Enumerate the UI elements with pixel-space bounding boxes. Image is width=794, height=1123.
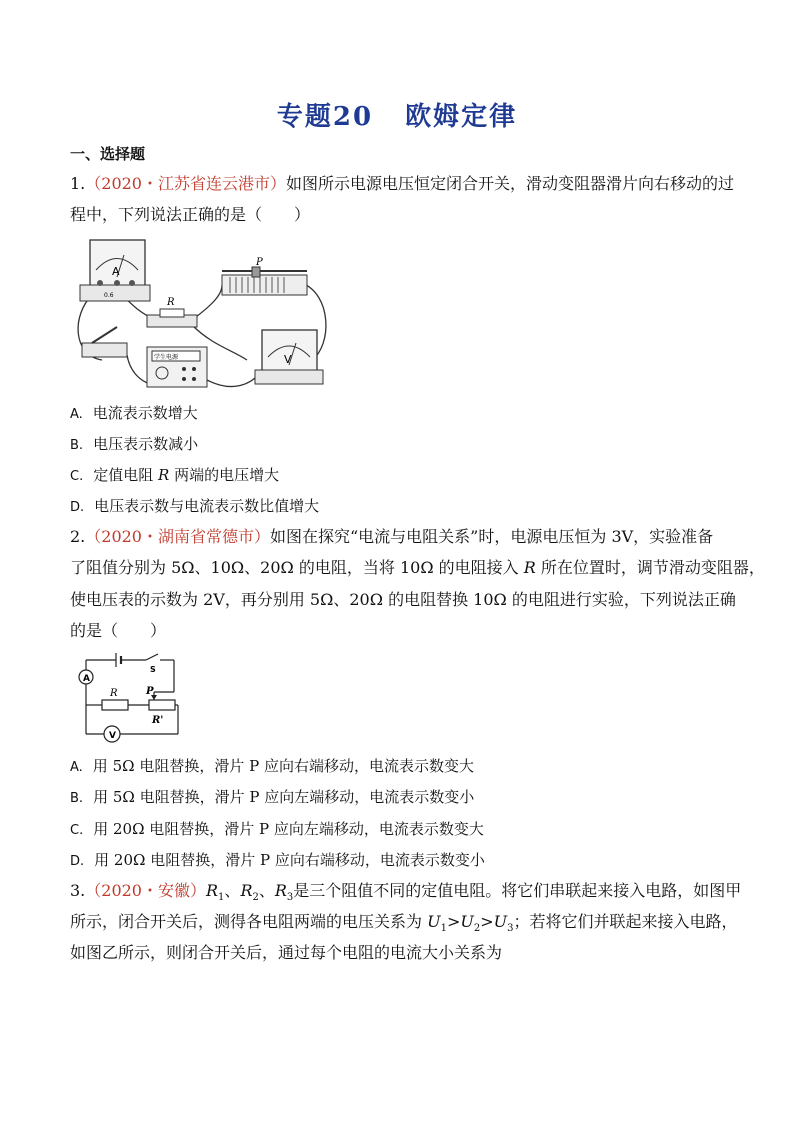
q2-option-c: C. 用 20Ω 电阻替换，滑片 P 应向左端移动，电流表示数变大 bbox=[70, 820, 484, 838]
q1-option-d: D. 电压表示数与电流表示数比值增大 bbox=[70, 497, 320, 515]
ammeter-symbol-label: A bbox=[83, 674, 90, 684]
q3-stem-line3: 如图乙所示，则闭合开关后，通过每个电阻的电流大小关系为 bbox=[70, 943, 503, 962]
section-heading: 一、选择题 bbox=[70, 145, 146, 163]
q1-circuit-figure bbox=[72, 235, 342, 395]
q2-option-b: B. 用 5Ω 电阻替换，滑片 P 应向左端移动，电流表示数变小 bbox=[70, 788, 475, 806]
ammeter-label: A bbox=[112, 265, 120, 278]
slider-label: P bbox=[256, 257, 263, 268]
q1-number: 1. bbox=[70, 174, 86, 193]
resistor-r-label: R bbox=[110, 688, 118, 699]
q1-option-b: B. 电压表示数减小 bbox=[70, 435, 199, 453]
rheostat-icon bbox=[222, 257, 307, 295]
q3-stem-line1: 3.（2020・安徽）$R_1$、$R_2$、$R_3$是三个阻值不同的定值电阻。将它们串联起来接入电路，如图甲 bbox=[70, 881, 742, 904]
resistor-label: R bbox=[167, 297, 175, 308]
ammeter-icon bbox=[80, 240, 150, 301]
resistor-icon bbox=[147, 297, 197, 327]
q2-source: （2020・湖南省常德市） bbox=[85, 527, 270, 546]
switch-label: S bbox=[150, 665, 156, 674]
switch-icon bbox=[82, 327, 127, 357]
q2-stem-line1: 2.（2020・湖南省常德市）如图在探究“电流与电阻关系”时，电源电压恒为 3V，实验准备 bbox=[70, 527, 714, 546]
q2-option-a: A. 用 5Ω 电阻替换，滑片 P 应向右端移动，电流表示数变大 bbox=[70, 757, 474, 775]
q2-stem-line2: 了阻值分别为 5Ω、10Ω、20Ω 的电阻，当将 10Ω 的电阻接入 R 所在位置时，调节滑动变阻器， bbox=[70, 558, 765, 577]
q3-number: 3. bbox=[70, 881, 86, 900]
title-topic-number: 专题20 bbox=[276, 102, 374, 132]
q2-circuit-diagram bbox=[74, 650, 184, 746]
q2-number: 2. bbox=[70, 527, 86, 546]
q1-source: （2020・江苏省连云港市） bbox=[85, 174, 286, 193]
q1-text-1: 如图所示电源电压恒定闭合开关，滑动变阻器滑片向右移动的过 bbox=[286, 174, 735, 193]
title-topic-name: 欧姆定律 bbox=[405, 102, 518, 132]
voltmeter-symbol-label: V bbox=[109, 731, 116, 741]
q2-option-d: D. 用 20Ω 电阻替换，滑片 P 应向右端移动，电流表示数变小 bbox=[70, 851, 485, 869]
q2-stem-line4: 的是（ ） bbox=[70, 621, 167, 640]
power-supply-icon bbox=[147, 347, 207, 387]
voltmeter-label: V bbox=[284, 353, 292, 366]
q1-stem-line2: 程中，下列说法正确的是（ ） bbox=[70, 205, 311, 224]
q3-stem-line2: 所示，闭合开关后，测得各电阻两端的电压关系为 $U_1>U_2>U_3$；若将它们并联起来接入电路， bbox=[70, 912, 738, 935]
rheostat-label: R' bbox=[152, 715, 164, 726]
slider-p-label: P bbox=[146, 686, 154, 697]
q2-stem-line3: 使电压表的示数为 2V，再分别用 5Ω、20Ω 的电阻替换 10Ω 的电阻进行实验，下列说法正确 bbox=[70, 590, 736, 609]
power-supply-label: 学生电源 bbox=[154, 354, 179, 361]
q1-option-a: A. 电流表示数增大 bbox=[70, 404, 198, 422]
q1-stem-line1 bbox=[70, 174, 734, 194]
q3-source: （2020・安徽） bbox=[85, 881, 206, 900]
page-title bbox=[0, 96, 794, 133]
q1-option-c: C. 定值电阻 R 两端的电压增大 bbox=[70, 466, 280, 484]
ammeter-range-label: 0.6 bbox=[104, 292, 114, 299]
voltmeter-icon bbox=[255, 330, 323, 384]
